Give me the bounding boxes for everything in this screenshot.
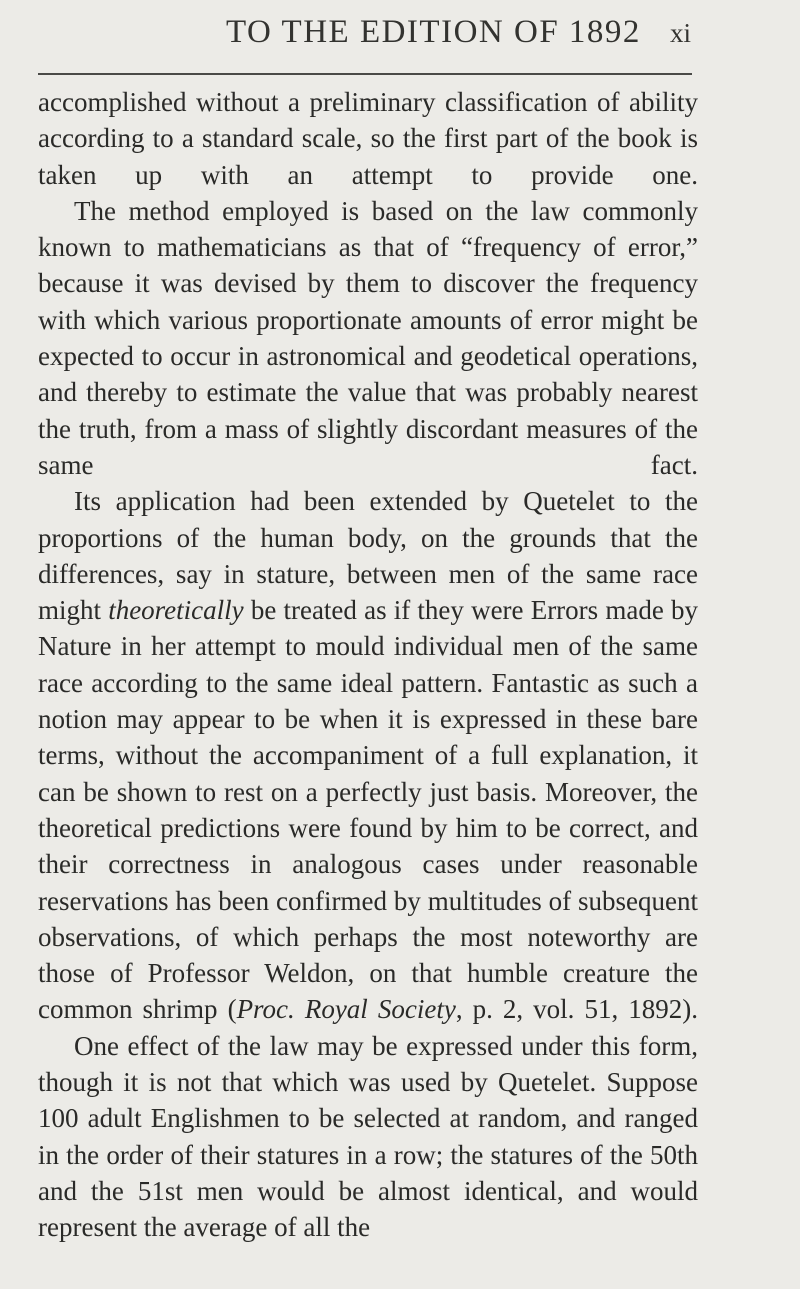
header-rule bbox=[38, 73, 692, 75]
paragraph-2: The method employed is based on the law commonly known to mathematicians as that of “frequency of error,” because it was devised by them to discover the frequency with which various proportionate amounts of error might be expected to occur in astronomical and geodetical operations, and thereby to estimate the value that was probably nearest the truth, from a mass of slightly discordant measures of the same fact. bbox=[38, 195, 698, 480]
paragraph-3-text-b: be treated as if they were Errors made by Nature in her attempt to mould individual men of the same race according to the same ideal pattern. Fantastic as such a notion may appear to be when it is expressed in these bare terms, without the accompaniment of a full explanation, it can be shown to rest on a perfectly just basis. Moreover, the theoretical predictions were found by him to be correct, and their correctness in analogous cases under reasonable reservations has been confirmed by multitudes of subsequent observations, of which perhaps the most noteworthy are those of Professor Weldon, on that humble creature the common shrimp ( bbox=[38, 595, 698, 1025]
running-title: TO THE EDITION OF 1892 bbox=[226, 14, 641, 50]
citation-journal: Proc. Royal Society bbox=[236, 994, 456, 1025]
paragraph-1: accomplished without a preliminary classification of ability according to a standard scale, so the first part of the book is taken up with an attempt to provide one. bbox=[38, 87, 698, 190]
paragraph-3 bbox=[38, 483, 698, 1027]
body-text bbox=[38, 84, 698, 1246]
page-header bbox=[0, 0, 800, 72]
paragraph-4: One effect of the law may be expressed under this form, though it is not that which was used by Quetelet. Suppose 100 adult Englishmen to be selected at random, and ranged in the order of their statures in a row; the statures of the 50th and the 51st men would be almost identical, and would represent the average of all the bbox=[38, 1030, 698, 1243]
paragraph-3-text-a: Its application had been extended by Quetelet to the proportions of the human body, on the grounds that the differences, say in stature, between men of the same race might bbox=[38, 486, 698, 626]
page-number: xi bbox=[670, 18, 692, 48]
paragraph-3-text-c: , p. 2, vol. 51, 1892). bbox=[455, 994, 698, 1025]
italic-theoretically: theoretically bbox=[108, 595, 244, 626]
